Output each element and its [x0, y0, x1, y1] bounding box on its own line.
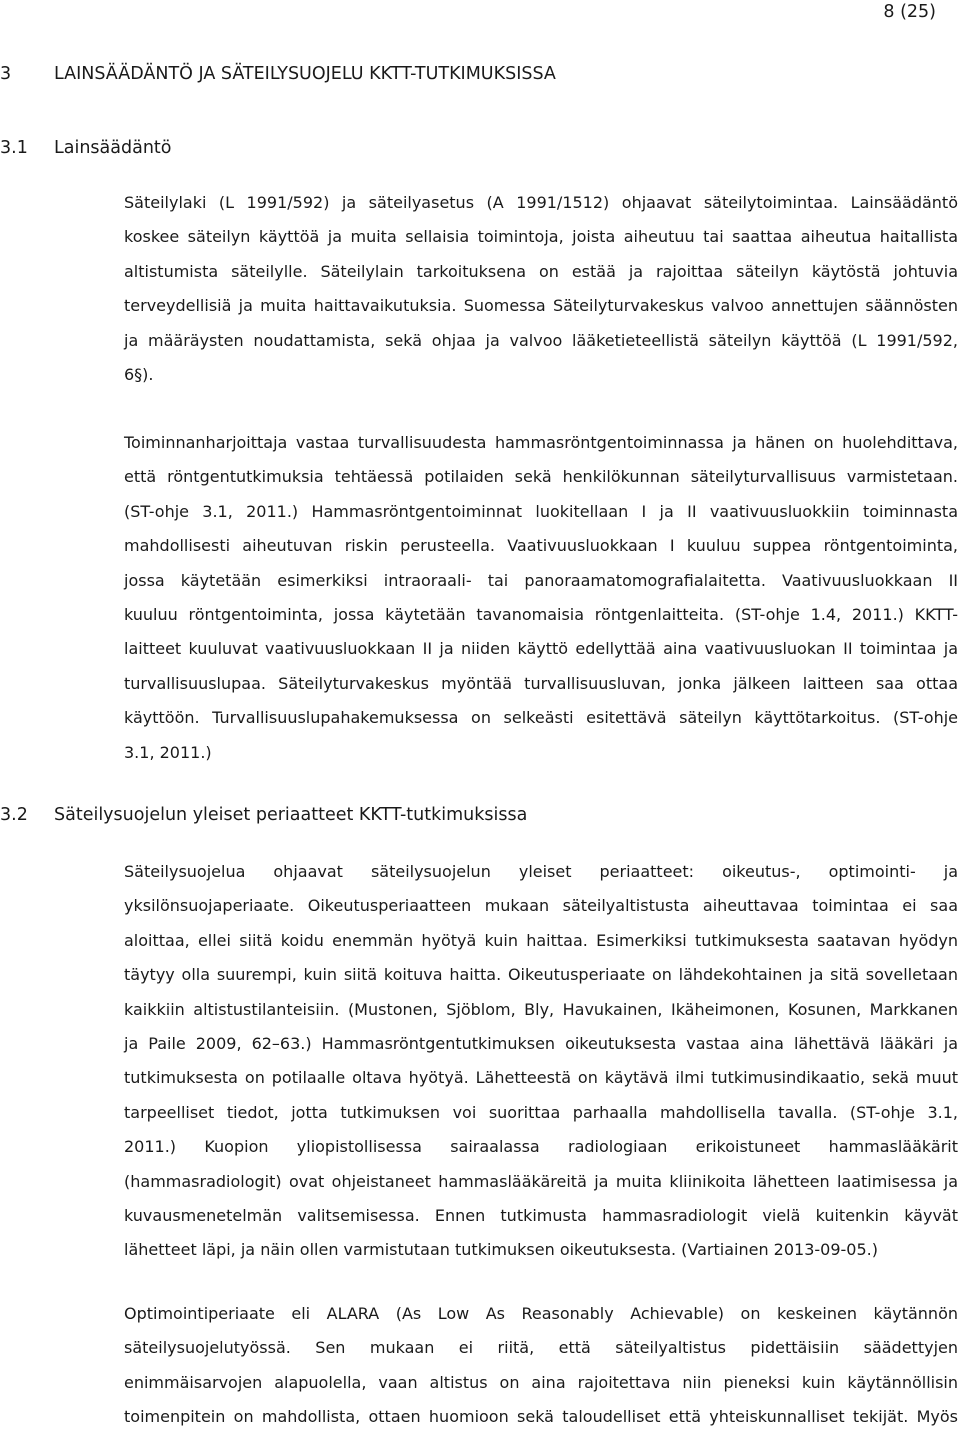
- text-line: että röntgentutkimuksia tehtäessä potilaiden sekä henkilökunnan säteilyturvallisuus varmistetaan.: [124, 467, 958, 487]
- text-line: toimenpitein on mahdollista, ottaen huomioon sekä taloudelliset että yhteiskunnalliset tekijät. Myös: [124, 1407, 958, 1427]
- paragraph-operator-responsibility: [124, 426, 958, 770]
- paragraph-legislation: [124, 186, 958, 392]
- text-line: ja Paile 2009, 62–63.) Hammasröntgentutkimuksen oikeutuksesta vastaa aina lähettävä lääkäri ja: [124, 1033, 958, 1053]
- text-line: kuvausmenetelmän valitsemisessa. Ennen tutkimusta hammasradiologit vielä kuitenkin käyvät: [124, 1205, 958, 1225]
- text-line: Säteilylaki (L 1991/592) ja säteilyasetus (A 1991/1512) ohjaavat säteilytoimintaa. Lainsäädäntö: [124, 193, 958, 212]
- text-line: kuuluu röntgentoiminta, jossa käytetään tavanomaisia röntgenlaitteita. (ST-ohje 1.4, 2011.) KKTT-: [124, 604, 958, 624]
- paragraph-principles: [124, 855, 958, 1268]
- section-number: 3.2: [0, 805, 28, 825]
- section-number: 3: [0, 64, 12, 84]
- paragraph-optimisation: [124, 1297, 958, 1435]
- section-title: Lainsäädäntö: [54, 138, 172, 158]
- text-line: tutkimuksesta on potilaalle oltava hyötyä. Lähetteestä on käytävä ilmi tutkimusindikaatio, sekä muut: [124, 1068, 958, 1088]
- section-heading-3-1: [0, 138, 171, 158]
- text-line: säteilysuojelutyössä. Sen mukaan ei riitä, että säteilyaltistus pidettäisiin säädettyjen: [124, 1338, 958, 1358]
- text-line: 3.1, 2011.): [124, 742, 212, 762]
- text-line: terveydellisiä ja muita haittavaikutuksia. Suomessa Säteilyturvakeskus valvoo annettujen säännösten: [124, 296, 958, 316]
- text-line: kaikkiin altistustilanteisiin. (Mustonen, Sjöblom, Bly, Havukainen, Ikäheimonen, Kosunen, Markkanen: [124, 999, 958, 1019]
- text-line: turvallisuuslupaa. Säteilyturvakeskus myöntää turvallisuusluvan, jonka jälkeen laitteen saa ottaa: [124, 673, 958, 693]
- text-line: käyttöön. Turvallisuuslupahakemuksessa on selkeästi esitettävä säteilyn käyttötarkoitus. (ST-ohje: [124, 708, 958, 728]
- text-line: (ST-ohje 3.1, 2011.) Hammasröntgentoiminnat luokitellaan I ja II vaativuusluokkiin toiminnasta: [124, 501, 958, 521]
- section-title: LAINSÄÄDÄNTÖ JA SÄTEILYSUOJELU KKTT-TUTKIMUKSISSA: [54, 64, 556, 84]
- text-line: lähetteet läpi, ja näin ollen varmistutaan tutkimuksen oikeutuksesta. (Vartiainen 2013-09-05.): [124, 1240, 878, 1260]
- text-line: enimmäisarvojen alapuolella, vaan altistus on aina rajoitettava niin pieneksi kuin käytännöllisin: [124, 1372, 958, 1392]
- text-line: 2011.) Kuopion yliopistollisessa sairaalassa radiologiaan erikoistuneet hammaslääkärit: [124, 1137, 958, 1157]
- page-number: 8 (25): [883, 2, 936, 22]
- text-line: altistumista säteilylle. Säteilylain tarkoituksena on estää ja rajoittaa säteilyn käytöstä johtuvia: [124, 261, 958, 281]
- text-line: tarpeelliset tiedot, jotta tutkimuksen voi suorittaa parhaalla mahdollisella tavalla. (ST-ohje 3.1,: [124, 1102, 958, 1122]
- section-heading-3: [0, 64, 556, 84]
- text-line: (hammasradiologit) ovat ohjeistaneet hammaslääkäreitä ja muita kliinikoita lähetteen laatimisessa ja: [124, 1171, 958, 1191]
- text-line: jossa käytetään esimerkiksi intraoraali- tai panoraamatomografialaitetta. Vaativuusluokkaan II: [124, 570, 958, 590]
- text-line: yksilönsuojaperiaate. Oikeutusperiaatteen mukaan säteilyaltistusta aiheuttavaa toimintaa ei saa: [124, 896, 958, 916]
- text-line: täytyy olla suurempi, kuin siitä koituva haitta. Oikeutusperiaate on lähdekohtainen ja sitä sovelletaan: [124, 965, 958, 985]
- text-line: Säteilysuojelua ohjaavat säteilysuojelun yleiset periaatteet: oikeutus-, optimointi- ja: [124, 862, 958, 881]
- text-line: laitteet kuuluvat vaativuusluokkaan II ja niiden käyttö edellyttää aina vaativuusluokan II toimintaa ja: [124, 639, 958, 659]
- text-line: aloittaa, ellei siitä koidu enemmän hyötyä kuin haittaa. Esimerkiksi tutkimuksesta saatavan hyödyn: [124, 930, 958, 950]
- text-line: Toiminnanharjoittaja vastaa turvallisuudesta hammasröntgentoiminnassa ja hänen on huolehdittava,: [124, 433, 958, 452]
- text-line: Optimointiperiaate eli ALARA (As Low As Reasonably Achievable) on keskeinen käytännön: [124, 1304, 958, 1323]
- section-heading-3-2: [0, 805, 527, 825]
- text-line: mahdollisesti aiheutuvan riskin perusteella. Vaativuusluokkaan I kuuluu suppea röntgentoiminta,: [124, 536, 958, 556]
- text-line: ja määräysten noudattamista, sekä ohjaa ja valvoo lääketieteellistä säteilyn käyttöä (L 1991/592,: [124, 330, 958, 350]
- text-line: 6§).: [124, 364, 154, 384]
- section-number: 3.1: [0, 138, 28, 158]
- text-line: koskee säteilyn käyttöä ja muita sellaisia toimintoja, joista aiheutuu tai saattaa aiheutua haitallista: [124, 227, 958, 247]
- section-title: Säteilysuojelun yleiset periaatteet KKTT-tutkimuksissa: [54, 805, 528, 825]
